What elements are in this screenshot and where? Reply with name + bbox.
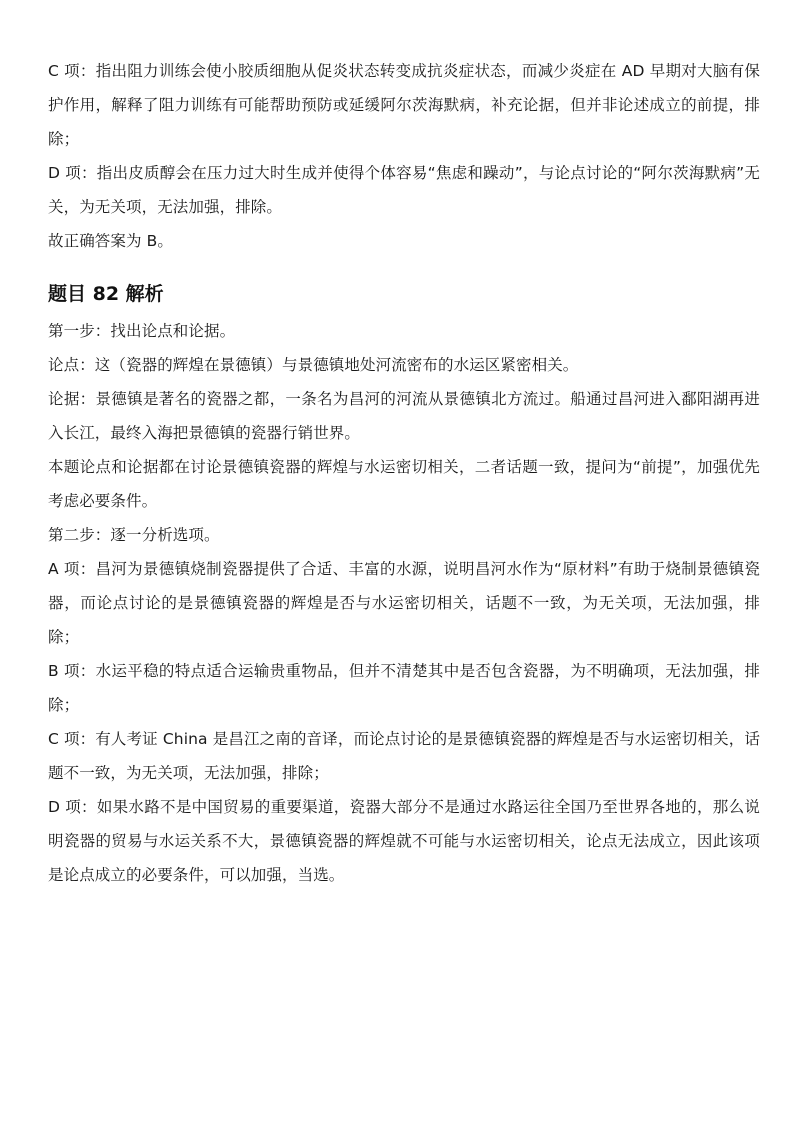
option-a-analysis: A 项：昌河为景德镇烧制瓷器提供了合适、丰富的水源，说明昌河水作为“原材料”有助于烧制景德镇瓷器，而论点讨论的是景德镇瓷器的辉煌是否与水运密切相关，话题不一致，为无关项，无法加强，排除； bbox=[48, 560, 760, 646]
argument-point: 论点：这（瓷器的辉煌在景德镇）与景德镇地处河流密布的水运区紧密相关。 bbox=[48, 356, 579, 374]
option-c-analysis-2: C 项：有人考证 China 是昌江之南的音译，而论点讨论的是景德镇瓷器的辉煌是否与水运密切相关，话题不一致，为无关项，无法加强，排除； bbox=[48, 730, 760, 782]
answer-statement: 故正确答案为 B。 bbox=[48, 232, 173, 250]
option-d-analysis: D 项：指出皮质醇会在压力过大时生成并使得个体容易“焦虑和躁动”，与论点讨论的“阿尔茨海默病”无关，为无关项，无法加强，排除。 bbox=[48, 164, 760, 216]
option-c-analysis: C 项：指出阻力训练会使小胶质细胞从促炎状态转变成抗炎症状态，而减少炎症在 AD 早期对大脑有保护作用，解释了阻力训练有可能帮助预防或延缓阿尔茨海默病，补充论据，但并非论述成立的前提，排除； bbox=[48, 62, 760, 148]
document-page bbox=[48, 54, 760, 892]
argument-evidence: 论据：景德镇是著名的瓷器之都，一条名为昌河的河流从景德镇北方流过。船通过昌河进入鄱阳湖再进入长江，最终入海把景德镇的瓷器行销世界。 bbox=[48, 390, 760, 442]
section-title: 题目 82 解析 bbox=[48, 283, 164, 305]
topic-summary: 本题论点和论据都在讨论景德镇瓷器的辉煌与水运密切相关，二者话题一致，提问为“前提”，加强优先考虑必要条件。 bbox=[48, 458, 760, 510]
step-two: 第二步：逐一分析选项。 bbox=[48, 526, 220, 544]
option-b-analysis: B 项：水运平稳的特点适合运输贵重物品，但并不清楚其中是否包含瓷器，为不明确项，无法加强，排除； bbox=[48, 662, 760, 714]
option-d-analysis-2: D 项：如果水路不是中国贸易的重要渠道，瓷器大部分不是通过水路运往全国乃至世界各地的，那么说明瓷器的贸易与水运关系不大，景德镇瓷器的辉煌就不可能与水运密切相关，论点无法成立，因此该项是论点成立的必要条件，可以加强，当选。 bbox=[48, 798, 760, 884]
step-one: 第一步：找出论点和论据。 bbox=[48, 322, 236, 340]
